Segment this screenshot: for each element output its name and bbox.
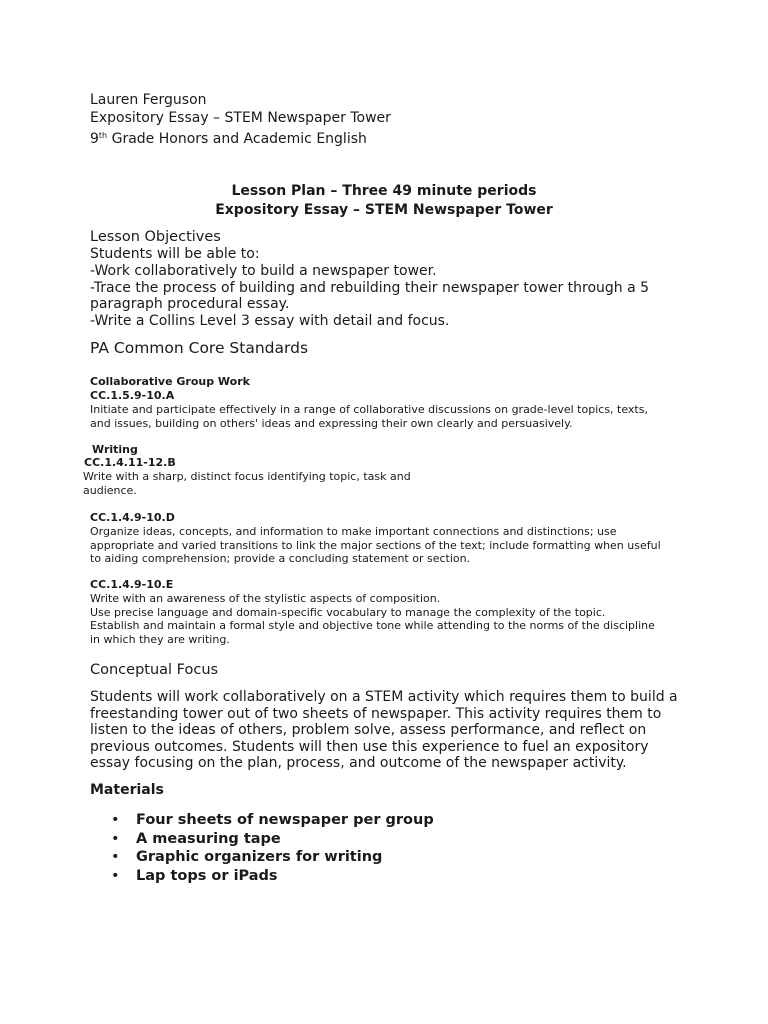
objectives-heading: Lesson Objectives bbox=[90, 229, 221, 245]
materials-item bbox=[108, 830, 434, 849]
lesson-plan-subtitle: Expository Essay – STEM Newspaper Tower bbox=[215, 202, 553, 218]
standard-line: in which they are writing. bbox=[90, 632, 230, 646]
focus-line: Students will work collaboratively on a STEM activity which requires them to build a bbox=[90, 689, 678, 705]
materials-item bbox=[108, 811, 434, 830]
bullet-icon: • bbox=[111, 849, 120, 866]
standard-text-cc159 bbox=[90, 403, 648, 430]
standard-line: Establish and maintain a formal style and objective tone while attending to the norms of the discipline bbox=[90, 619, 655, 632]
objective-line: -Write a Collins Level 3 essay with detail and focus. bbox=[90, 313, 450, 330]
standard-line: audience. bbox=[83, 483, 137, 497]
standard-text-cc149e bbox=[90, 592, 655, 646]
focus-line: essay focusing on the plan, process, and outcome of the newspaper activity. bbox=[90, 755, 627, 771]
standard-line: Initiate and participate effectively in a range of collaborative discussions on grade-level topics, texts, bbox=[90, 403, 648, 416]
standard-code-cc1411: CC.1.4.11-12.B bbox=[84, 456, 176, 469]
bullet-icon: • bbox=[111, 812, 120, 828]
standard-line: and issues, building on others' ideas and expressing their own clearly and persuasively. bbox=[90, 416, 573, 430]
standard-line: to aiding comprehension; provide a concluding statement or section. bbox=[90, 552, 471, 565]
assignment-title: Expository Essay – STEM Newspaper Tower bbox=[90, 110, 391, 126]
objective-line: paragraph procedural essay. bbox=[90, 296, 290, 313]
standard-text-cc1411 bbox=[83, 470, 411, 497]
standard-line: Write with a sharp, distinct focus identifying topic, task and bbox=[83, 470, 411, 483]
standard-line: Use precise language and domain-specific vocabulary to manage the complexity of the topic. bbox=[90, 605, 606, 619]
focus-paragraph bbox=[90, 689, 678, 772]
focus-line: freestanding tower out of two sheets of newspaper. This activity requires them to bbox=[90, 705, 662, 722]
standard-code-cc159: CC.1.5.9-10.A bbox=[90, 389, 175, 402]
focus-line: previous outcomes. Students will then use this experience to fuel an expository bbox=[90, 738, 649, 755]
grade-number: 9 bbox=[90, 131, 99, 147]
objectives-body bbox=[90, 246, 649, 330]
materials-item-label: Lap tops or iPads bbox=[136, 867, 278, 884]
materials-heading: Materials bbox=[90, 782, 164, 798]
grade-line bbox=[90, 127, 367, 148]
materials-item bbox=[108, 848, 434, 867]
materials-item-label: A measuring tape bbox=[136, 830, 281, 847]
objective-line: -Trace the process of building and rebuilding their newspaper tower through a 5 bbox=[90, 279, 650, 296]
bullet-icon: • bbox=[111, 830, 120, 847]
standard-line: appropriate and varied transitions to link the major sections of the text; include formatting when useful bbox=[90, 538, 661, 552]
materials-item-label: Four sheets of newspaper per group bbox=[136, 812, 434, 828]
collab-heading: Collaborative Group Work bbox=[90, 375, 250, 388]
standard-code-cc149d: CC.1.4.9-10.D bbox=[90, 511, 175, 524]
materials-item bbox=[108, 867, 434, 886]
objective-line: Students will be able to: bbox=[90, 246, 260, 262]
standard-line: Organize ideas, concepts, and information to make important connections and distinctions; use bbox=[90, 525, 617, 538]
bullet-icon: • bbox=[111, 867, 120, 884]
materials-item-label: Graphic organizers for writing bbox=[136, 849, 383, 866]
standard-code-cc149e: CC.1.4.9-10.E bbox=[90, 578, 174, 591]
standards-heading: PA Common Core Standards bbox=[90, 339, 309, 357]
focus-line: listen to the ideas of others, problem solve, assess performance, and reflect on bbox=[90, 722, 647, 738]
writing-heading: Writing bbox=[92, 443, 138, 456]
standard-text-cc149d bbox=[90, 525, 661, 566]
standard-line: Write with an awareness of the stylistic aspects of composition. bbox=[90, 592, 441, 605]
materials-list bbox=[108, 811, 434, 885]
grade-rest: Grade Honors and Academic English bbox=[107, 131, 367, 147]
focus-heading: Conceptual Focus bbox=[90, 662, 219, 678]
author-name: Lauren Ferguson bbox=[90, 92, 207, 108]
objective-line: -Work collaboratively to build a newspaper tower. bbox=[90, 262, 437, 279]
lesson-plan-title: Lesson Plan – Three 49 minute periods bbox=[231, 183, 537, 199]
grade-suffix: th bbox=[98, 131, 108, 140]
